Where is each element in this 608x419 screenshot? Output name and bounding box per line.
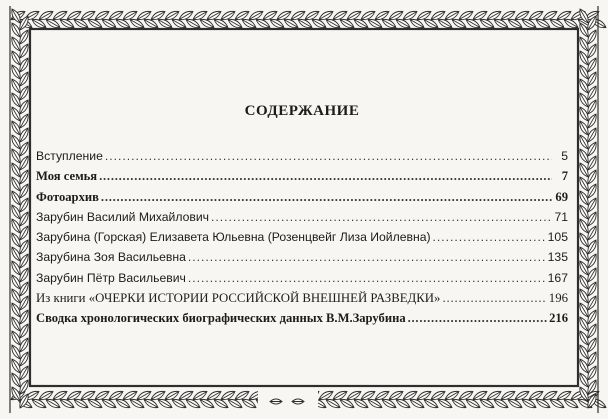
toc-entry[interactable]: [36, 207, 568, 227]
toc-entry-title: Зарубин Пётр Васильевич: [36, 270, 186, 285]
toc-entry-title: Зарубин Василий Михайлович: [36, 209, 209, 224]
leader-dots: [188, 268, 546, 288]
toc-entry-page: 5: [561, 149, 568, 163]
toc-entry-title: Вступление: [36, 149, 103, 163]
leader-dots: [211, 207, 552, 227]
contents-heading: СОДЕРЖАНИЕ: [244, 103, 360, 119]
toc-entry[interactable]: [36, 146, 568, 166]
table-of-contents: [36, 146, 568, 329]
toc-entry[interactable]: [36, 308, 568, 328]
leader-dots: [99, 166, 552, 186]
toc-entry-title: Фотоархив: [36, 189, 99, 204]
toc-entry[interactable]: [36, 247, 568, 267]
toc-entry-page: 69: [555, 189, 568, 204]
page-content: [36, 58, 568, 378]
toc-entry-title: Из книги «ОЧЕРКИ ИСТОРИИ РОССИЙСКОЙ ВНЕШНЕЙ РАЗВЕДКИ»: [36, 291, 441, 306]
toc-entry-page: 71: [554, 209, 568, 224]
toc-entry-page: 7: [561, 169, 568, 184]
toc-entry-page: 216: [549, 311, 568, 326]
toc-entry-title: Зарубина (Горская) Елизавета Юльевна (Розенцвейг Лиза Иойлевна): [36, 230, 431, 245]
leader-dots: [101, 187, 552, 207]
toc-entry[interactable]: [36, 268, 568, 288]
toc-entry[interactable]: [36, 166, 568, 186]
toc-entry-page: 135: [547, 250, 568, 265]
toc-entry-title: Сводка хронологических биографических данных В.М.Зарубина: [36, 311, 406, 326]
toc-entry[interactable]: [36, 187, 568, 207]
leader-dots: [105, 146, 552, 166]
toc-entry-title: Моя семья: [36, 169, 98, 184]
leader-dots: [433, 227, 546, 247]
toc-entry[interactable]: [36, 288, 568, 308]
toc-entry-page: 105: [547, 230, 568, 245]
leader-dots: [442, 288, 546, 308]
toc-entry-page: 167: [547, 270, 568, 285]
leader-dots: [188, 247, 546, 267]
leader-dots: [408, 308, 547, 328]
toc-entry-page: 196: [548, 291, 568, 306]
toc-entry-title: Зарубина Зоя Васильевна: [36, 250, 186, 265]
toc-entry[interactable]: [36, 227, 568, 247]
